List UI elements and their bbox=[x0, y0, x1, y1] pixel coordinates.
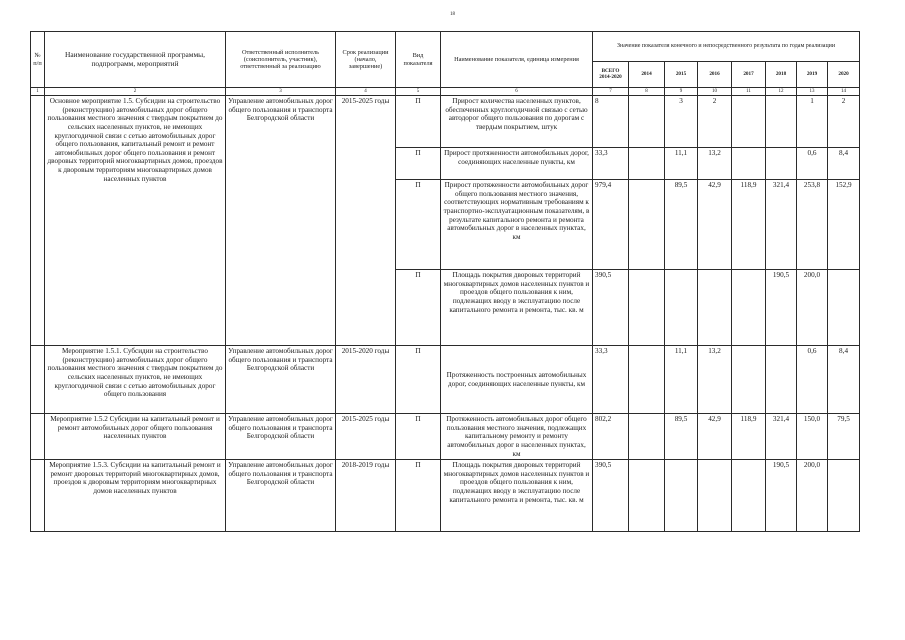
indicator-value: 8,4 bbox=[828, 148, 860, 180]
indicator-value: 42,9 bbox=[698, 414, 732, 460]
indicator-value: 13,2 bbox=[698, 148, 732, 180]
period: 2018-2019 годы bbox=[336, 460, 396, 532]
indicator-name: Прирост протяженности автомобильных дорог общего пользования местного значения, соответствующих нормативным требованиям к транспортно-эксплуатационным показателям, в результате капитального ремонта и ремонта автомобильных дорог в населенных пунктах, км bbox=[441, 180, 593, 270]
indicator-value: 190,5 bbox=[766, 270, 797, 346]
executor: Управление автомобильных дорог общего пользования и транспорта Белгородской области bbox=[226, 414, 336, 460]
indicator-value: 11,1 bbox=[665, 148, 698, 180]
executor: Управление автомобильных дорог общего пользования и транспорта Белгородской области bbox=[226, 96, 336, 346]
column-number: 11 bbox=[732, 88, 766, 96]
indicator-value: 2 bbox=[698, 96, 732, 148]
indicator-value: 253,8 bbox=[797, 180, 828, 270]
indicator-value bbox=[828, 270, 860, 346]
header-executor: Ответственный исполнитель (соисполнитель, участник), ответственный за реализацию bbox=[226, 32, 336, 88]
indicator-value bbox=[629, 148, 665, 180]
header-year: 2018 bbox=[766, 62, 797, 88]
indicator-value bbox=[732, 148, 766, 180]
indicator-value: 200,0 bbox=[797, 270, 828, 346]
row-number-cell bbox=[31, 96, 45, 346]
indicator-value: 1 bbox=[797, 96, 828, 148]
indicator-value: 33,3 bbox=[593, 346, 629, 414]
measure-name: Мероприятие 1.5.2 Субсидии на капитальный ремонт и ремонт автомобильных дорог общего пользования населенных пунктов bbox=[45, 414, 226, 460]
table-row bbox=[31, 346, 860, 414]
indicator-name: Площадь покрытия дворовых территорий многоквартирных домов населенных пунктов и проездов общего пользования к ним, подлежащих вводу в эксплуатацию после капитального ремонта и ремонта, тыс. кв. м bbox=[441, 460, 593, 532]
executor: Управление автомобильных дорог общего пользования и транспорта Белгородской области bbox=[226, 346, 336, 414]
header-year: ВСЕГО 2014-2020 bbox=[593, 62, 629, 88]
indicator-type: П bbox=[396, 270, 441, 346]
period: 2015-2025 годы bbox=[336, 414, 396, 460]
row-number-cell bbox=[31, 346, 45, 414]
indicator-value: 3 bbox=[665, 96, 698, 148]
indicator-value: 0,6 bbox=[797, 346, 828, 414]
header-year: 2020 bbox=[828, 62, 860, 88]
column-number: 7 bbox=[593, 88, 629, 96]
header-year: 2016 bbox=[698, 62, 732, 88]
column-number: 1 bbox=[31, 88, 45, 96]
column-number: 2 bbox=[45, 88, 226, 96]
table-row bbox=[31, 414, 860, 460]
header-year: 2014 bbox=[629, 62, 665, 88]
indicator-value: 79,5 bbox=[828, 414, 860, 460]
indicator-type: П bbox=[396, 346, 441, 414]
indicator-type: П bbox=[396, 460, 441, 532]
executor: Управление автомобильных дорог общего пользования и транспорта Белгородской области bbox=[226, 460, 336, 532]
indicator-value: 321,4 bbox=[766, 414, 797, 460]
indicator-value: 118,9 bbox=[732, 414, 766, 460]
indicator-value bbox=[698, 270, 732, 346]
indicator-value: 2 bbox=[828, 96, 860, 148]
indicator-type: П bbox=[396, 180, 441, 270]
indicator-value: 33,3 bbox=[593, 148, 629, 180]
page-number: 18 bbox=[450, 12, 455, 17]
indicator-value: 89,5 bbox=[665, 180, 698, 270]
period: 2015-2020 годы bbox=[336, 346, 396, 414]
indicator-value bbox=[629, 96, 665, 148]
column-number: 6 bbox=[441, 88, 593, 96]
indicator-value bbox=[732, 96, 766, 148]
indicator-value: 150,0 bbox=[797, 414, 828, 460]
indicator-type: П bbox=[396, 96, 441, 148]
indicator-value bbox=[766, 346, 797, 414]
column-number: 14 bbox=[828, 88, 860, 96]
indicator-value bbox=[629, 270, 665, 346]
column-number: 9 bbox=[665, 88, 698, 96]
indicator-value bbox=[698, 460, 732, 532]
indicator-value: 321,4 bbox=[766, 180, 797, 270]
row-number-cell bbox=[31, 460, 45, 532]
indicator-value bbox=[766, 96, 797, 148]
indicator-value: 118,9 bbox=[732, 180, 766, 270]
indicator-name: Протяженность построенных автомобильных дорог, соединяющих населенные пункты, км bbox=[441, 346, 593, 414]
indicator-value bbox=[629, 414, 665, 460]
column-number: 13 bbox=[797, 88, 828, 96]
indicator-value bbox=[665, 270, 698, 346]
measure-name: Основное мероприятие 1.5. Субсидии на строительство (реконструкцию) автомобильных дорог общего пользования местного значения с твердым покрытием до сельских населенных пунктов, не имеющих круглогодичной связи с сетью автомобильных дорог общего пользования, капитальный ремонт и ремонт автомобильных дорог общего пользования и ремонт дворовых территорий многоквартирных домов, проездов к дворовым территориям многоквартирных домов населенных пунктов bbox=[45, 96, 226, 346]
indicator-value bbox=[629, 346, 665, 414]
header-period: Срок реализации (начало, завершение) bbox=[336, 32, 396, 88]
measure-name: Мероприятие 1.5.3. Субсидии на капитальный ремонт и ремонт дворовых территорий многоквартирных домов, проездов к дворовым территориям многоквартирных домов населенных пунктов bbox=[45, 460, 226, 532]
indicator-value bbox=[629, 180, 665, 270]
column-number: 3 bbox=[226, 88, 336, 96]
indicator-value: 13,2 bbox=[698, 346, 732, 414]
column-number: 12 bbox=[766, 88, 797, 96]
indicator-value bbox=[732, 270, 766, 346]
indicator-name: Протяженность автомобильных дорог общего пользования местного значения, подлежащих капитальному ремонту и ремонту автомобильных дорог в населенных пунктах, км bbox=[441, 414, 593, 460]
indicator-name: Прирост протяженности автомобильных дорог, соединяющих населенные пункты, км bbox=[441, 148, 593, 180]
period: 2015-2025 годы bbox=[336, 96, 396, 346]
column-number: 8 bbox=[629, 88, 665, 96]
indicator-value bbox=[828, 460, 860, 532]
indicator-value: 89,5 bbox=[665, 414, 698, 460]
indicator-name: Площадь покрытия дворовых территорий многоквартирных домов населенных пунктов и проездов общего пользования к ним, подлежащих вводу в эксплуатацию после капитального ремонта и ремонта, тыс. кв. м bbox=[441, 270, 593, 346]
header-year: 2019 bbox=[797, 62, 828, 88]
indicator-value: 200,0 bbox=[797, 460, 828, 532]
indicator-value: 390,5 bbox=[593, 270, 629, 346]
indicator-type: П bbox=[396, 148, 441, 180]
indicator-value bbox=[629, 460, 665, 532]
indicator-name: Прирост количества населенных пунктов, обеспеченных круглогодичной связью с сетью автодорог общего пользования по дорогам с твердым покрытием, штук bbox=[441, 96, 593, 148]
column-number: 5 bbox=[396, 88, 441, 96]
indicator-table bbox=[30, 31, 860, 532]
indicator-value: 979,4 bbox=[593, 180, 629, 270]
table-row bbox=[31, 96, 860, 148]
indicator-type: П bbox=[396, 414, 441, 460]
header-num: № п/п bbox=[31, 32, 45, 88]
header-name: Наименование государственной программы, подпрограмм, мероприятий bbox=[45, 32, 226, 88]
indicator-value: 390,5 bbox=[593, 460, 629, 532]
indicator-value: 42,9 bbox=[698, 180, 732, 270]
header-values-group: Значение показателя конечного и непосредственного результата по годам реализации bbox=[593, 32, 860, 62]
header-indicator: Наименование показателя, единица измерения bbox=[441, 32, 593, 88]
indicator-value: 11,1 bbox=[665, 346, 698, 414]
header-year: 2017 bbox=[732, 62, 766, 88]
indicator-value: 152,9 bbox=[828, 180, 860, 270]
indicator-value bbox=[732, 460, 766, 532]
column-number: 4 bbox=[336, 88, 396, 96]
indicator-value bbox=[766, 148, 797, 180]
column-number: 10 bbox=[698, 88, 732, 96]
indicator-value: 8 bbox=[593, 96, 629, 148]
indicator-value bbox=[665, 460, 698, 532]
indicator-value: 190,5 bbox=[766, 460, 797, 532]
indicator-value: 802,2 bbox=[593, 414, 629, 460]
row-number-cell bbox=[31, 414, 45, 460]
header-type: Вид показателя bbox=[396, 32, 441, 88]
indicator-value bbox=[732, 346, 766, 414]
indicator-value: 0,6 bbox=[797, 148, 828, 180]
measure-name: Мероприятие 1.5.1. Субсидии на строительство (реконструкцию) автомобильных дорог общего пользования местного значения с твердым покрытием до сельских населенных пунктов, не имеющих круглогодичной связи с сетью автомобильных дорог общего пользования bbox=[45, 346, 226, 414]
table-row bbox=[31, 460, 860, 532]
indicator-value: 8,4 bbox=[828, 346, 860, 414]
header-year: 2015 bbox=[665, 62, 698, 88]
